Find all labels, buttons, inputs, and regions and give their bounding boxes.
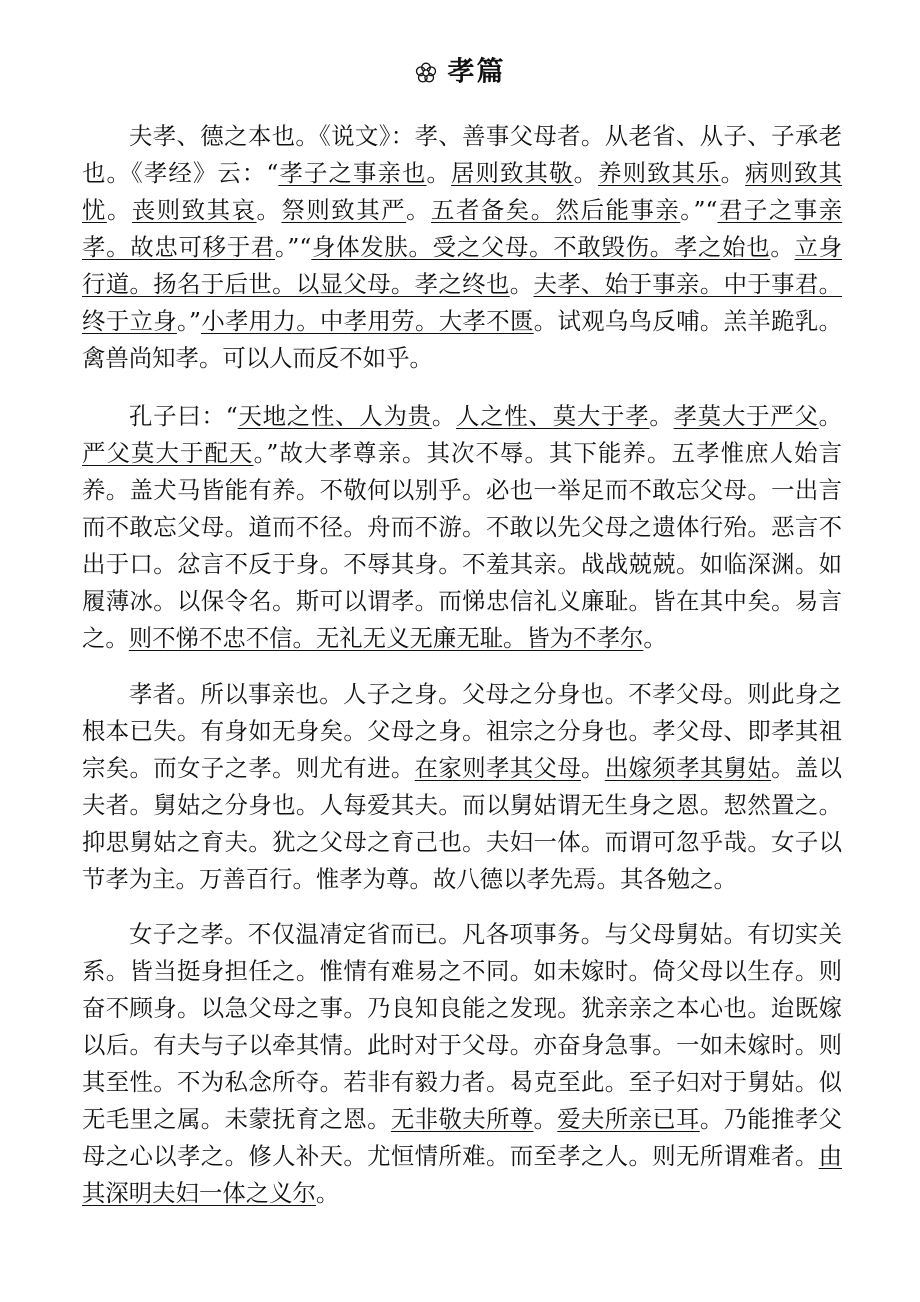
- underlined-text: 孝子之事亲也: [278, 159, 427, 187]
- paragraph-4: [82, 916, 842, 1212]
- underlined-text: 丧则致其哀: [131, 196, 257, 224]
- body-text: 。: [406, 196, 432, 224]
- body-text: 。乃能推孝父母之心以孝之。修人补天。尤恒情所难。而至孝之人。则无所谓难者。: [82, 1105, 843, 1170]
- body-text: 。”故大孝尊亲。其次不辱。其下能养。五孝惟庶人始言养。盖犬马皆能有养。不敬何以别乎。必也一举足而不敢忘父母。一出言而不敢忘父母。道而不径。舟而不游。不敢以先父母之遗体行殆。恶言不出于口。忿言不反于身。不辱其身。不羞其亲。战战兢兢。如临深渊。如履薄冰。以保令名。斯可以谓孝。而悌忠信礼义廉耻。皆在其中矣。易言之。: [82, 439, 842, 652]
- body-text: 。”“: [274, 233, 312, 261]
- underlined-text: 祭则致其严: [281, 196, 407, 224]
- underlined-text: 出嫁须孝其舅姑: [604, 754, 772, 782]
- underlined-text: 小孝用力。中孝用劳。大孝不匮: [200, 307, 534, 335]
- body-text: 。: [426, 159, 452, 187]
- body-text: 。”: [176, 307, 201, 335]
- body-text: 。: [533, 1105, 558, 1133]
- page-title: 孝篇: [447, 56, 506, 88]
- paragraph-1: [82, 118, 842, 377]
- underlined-text: 严父莫大于配天: [82, 439, 254, 467]
- underlined-text: 天地之性、人为贵: [237, 402, 432, 430]
- underlined-text: 爱夫所亲已耳: [557, 1105, 700, 1133]
- body-text: 。: [818, 402, 843, 430]
- body-text: 。盖以夫者。舅姑之分身也。人每爱其夫。而以舅姑谓无生身之恩。恝然置之。抑思舅姑之育夫。犹之父母之育己也。夫妇一体。而谓可忽乎哉。女子以节孝为主。万善百行。惟孝为尊。故八德以孝先焉。其各勉之。: [82, 754, 843, 893]
- body-text: 。”“: [680, 196, 718, 224]
- paragraph-3: [82, 676, 842, 898]
- underlined-text: 夫孝、始于事亲。中于事君。终于立身: [82, 270, 843, 335]
- body-text: 。: [106, 196, 132, 224]
- underlined-text: 养则致其乐: [598, 159, 721, 187]
- body-text: 孝者。所以事亲也。人子之身。父母之分身也。不孝父母。则此身之根本已失。有身如无身矣。父母之身。祖宗之分身也。孝父母、即孝其祖宗矣。而女子之孝。则尤有进。: [82, 680, 842, 782]
- body-text: 。: [720, 159, 746, 187]
- underlined-text: 孝莫大于严父: [673, 402, 819, 430]
- underlined-text: 病则致其忧: [82, 159, 843, 224]
- body-text: 。: [256, 196, 282, 224]
- underlined-text: 则不悌不忠不信。无礼无义无廉无耻。皆为不孝尔: [128, 624, 644, 652]
- body-text: 。: [509, 270, 534, 298]
- underlined-text: 由其深明夫妇一体之义尔: [82, 1142, 842, 1207]
- body-text: 。: [573, 159, 599, 187]
- underlined-text: 立身行道。扬名于后世。以显父母。孝之终也: [82, 233, 843, 298]
- body-text: 。: [770, 233, 795, 261]
- underlined-text: 人之性、莫大于孝: [456, 402, 650, 430]
- underlined-text: 身体发肤。受之父母。不敢毁伤。孝之始也: [311, 233, 771, 261]
- underlined-text: 在家则孝其父母: [414, 754, 582, 782]
- paragraph-2: [82, 398, 842, 657]
- body-text: 。: [581, 754, 605, 782]
- body-text: 孔子曰：“: [129, 402, 238, 430]
- body-text: 。: [649, 402, 674, 430]
- underlined-text: 君子之事亲孝。故忠可移于君: [82, 196, 843, 261]
- body-text: 女子之孝。不仅温凊定省而已。凡各项事务。与父母舅姑。有切实关系。皆当挺身担任之。惟情有难易之不同。如未嫁时。倚父母以生存。则奋不顾身。以急父母之事。乃良知良能之发现。犹亲亲之本心也。迨既嫁以后。有夫与子以牵其情。此时对于父母。亦奋身急事。一如未嫁时。则其至性。不为私念所夺。若非有毅力者。曷克至此。至子妇对于舅姑。似无毛里之属。未蒙抚育之恩。: [82, 920, 842, 1133]
- body-text: 。: [315, 1179, 340, 1207]
- underlined-text: 五者备矣。然后能事亲: [431, 196, 681, 224]
- flower-icon: [414, 61, 438, 85]
- body-text: 。试观乌鸟反哺。羔羊跪乳。禽兽尚知孝。可以人而反不如乎。: [82, 307, 842, 372]
- underlined-text: 居则致其敬: [451, 159, 574, 187]
- body-text: 夫孝、德之本也。《说文》：孝、善事父母者。从老省、从子、子承老也。《孝经》云：“: [82, 122, 842, 187]
- page-header: [0, 52, 920, 92]
- body-text: 。: [643, 624, 667, 652]
- underlined-text: 无非敬夫所尊: [390, 1105, 534, 1133]
- body-text: 。: [431, 402, 457, 430]
